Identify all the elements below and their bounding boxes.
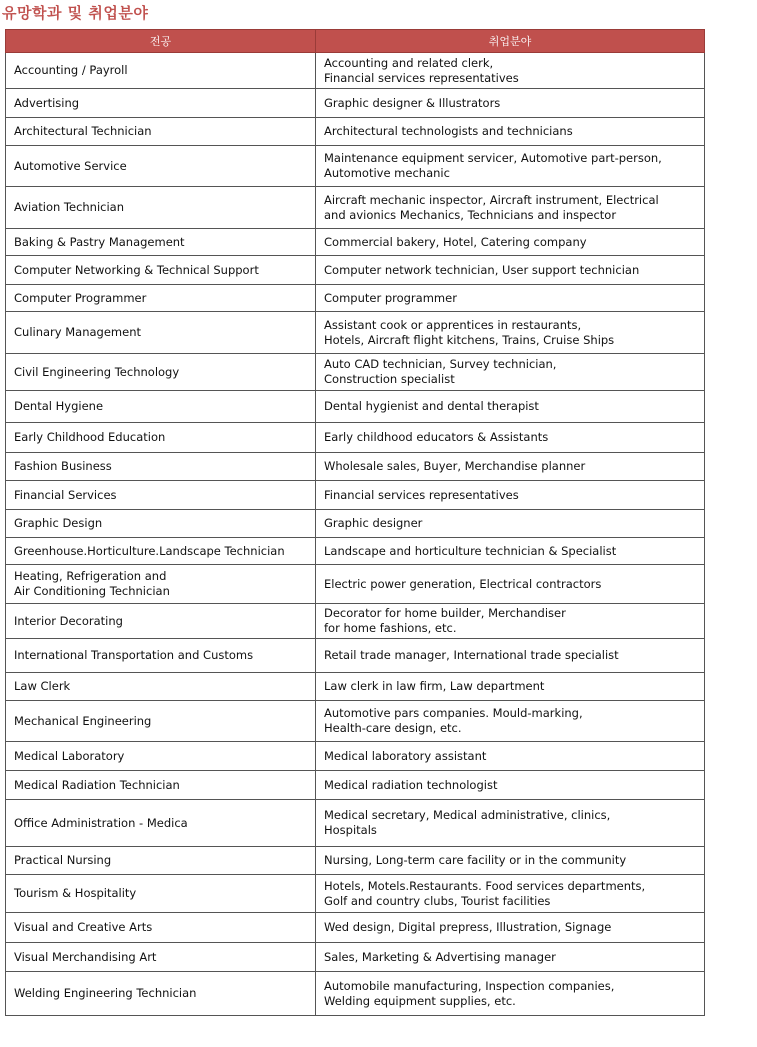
career-cell: Early childhood educators & Assistants [316, 423, 705, 453]
career-cell: Automobile manufacturing, Inspection companies, Welding equipment supplies, etc. [316, 972, 705, 1016]
career-cell: Law clerk in law firm, Law department [316, 673, 705, 701]
table-row [6, 146, 705, 187]
major-cell: Culinary Management [6, 312, 316, 354]
table-row [6, 53, 705, 89]
table-row [6, 312, 705, 354]
table-row [6, 565, 705, 604]
career-cell: Medical secretary, Medical administrative, clinics, Hospitals [316, 800, 705, 847]
major-cell: Tourism & Hospitality [6, 875, 316, 913]
major-cell: Visual and Creative Arts [6, 913, 316, 943]
table-row [6, 538, 705, 565]
career-cell: Financial services representatives [316, 481, 705, 510]
major-cell: Office Administration - Medica [6, 800, 316, 847]
table-row [6, 187, 705, 229]
major-cell: Mechanical Engineering [6, 701, 316, 742]
table-row [6, 847, 705, 875]
major-cell: Medical Radiation Technician [6, 771, 316, 800]
major-cell: Architectural Technician [6, 118, 316, 146]
table-row [6, 604, 705, 639]
major-cell: Interior Decorating [6, 604, 316, 639]
career-cell: Sales, Marketing & Advertising manager [316, 943, 705, 972]
career-cell: Automotive pars companies. Mould-marking, Health-care design, etc. [316, 701, 705, 742]
career-cell: Decorator for home builder, Merchandiser for home fashions, etc. [316, 604, 705, 639]
career-cell: Hotels, Motels.Restaurants. Food services departments, Golf and country clubs, Tourist facilities [316, 875, 705, 913]
table-row [6, 453, 705, 481]
career-cell: Accounting and related clerk, Financial services representatives [316, 53, 705, 89]
table-row [6, 285, 705, 312]
table-row [6, 972, 705, 1016]
career-cell: Landscape and horticulture technician & Specialist [316, 538, 705, 565]
table-row [6, 354, 705, 391]
career-cell: Computer programmer [316, 285, 705, 312]
career-cell: Wed design, Digital prepress, Illustration, Signage [316, 913, 705, 943]
career-cell: Graphic designer [316, 510, 705, 538]
major-cell: Aviation Technician [6, 187, 316, 229]
major-cell: Greenhouse.Horticulture.Landscape Technician [6, 538, 316, 565]
major-cell: Early Childhood Education [6, 423, 316, 453]
table-row [6, 913, 705, 943]
major-cell: Computer Programmer [6, 285, 316, 312]
career-cell: Wholesale sales, Buyer, Merchandise planner [316, 453, 705, 481]
career-cell: Graphic designer & Illustrators [316, 89, 705, 118]
career-cell: Architectural technologists and technicians [316, 118, 705, 146]
career-cell: Aircraft mechanic inspector, Aircraft instrument, Electrical and avionics Mechanics, Technicians and inspector [316, 187, 705, 229]
major-cell: Baking & Pastry Management [6, 229, 316, 256]
career-cell: Electric power generation, Electrical contractors [316, 565, 705, 604]
table-row [6, 701, 705, 742]
major-cell: Practical Nursing [6, 847, 316, 875]
major-cell: Financial Services [6, 481, 316, 510]
career-cell: Medical laboratory assistant [316, 742, 705, 771]
column-header-career: 취업분야 [316, 30, 705, 53]
table-body [6, 53, 705, 1016]
major-cell: Welding Engineering Technician [6, 972, 316, 1016]
table-row [6, 391, 705, 423]
major-cell: Automotive Service [6, 146, 316, 187]
major-cell: Advertising [6, 89, 316, 118]
career-cell: Dental hygienist and dental therapist [316, 391, 705, 423]
major-cell: International Transportation and Customs [6, 639, 316, 673]
career-cell: Retail trade manager, International trade specialist [316, 639, 705, 673]
table-header-row [6, 30, 705, 53]
major-cell: Visual Merchandising Art [6, 943, 316, 972]
table-row [6, 742, 705, 771]
table-row [6, 639, 705, 673]
career-cell: Commercial bakery, Hotel, Catering company [316, 229, 705, 256]
table-row [6, 771, 705, 800]
page-title: 유망학과 및 취업분야 [2, 4, 149, 22]
table-row [6, 673, 705, 701]
major-cell: Computer Networking & Technical Support [6, 256, 316, 285]
table-row [6, 943, 705, 972]
majors-careers-table [5, 29, 705, 1016]
career-cell: Auto CAD technician, Survey technician, Construction specialist [316, 354, 705, 391]
major-cell: Civil Engineering Technology [6, 354, 316, 391]
table-row [6, 800, 705, 847]
table-row [6, 256, 705, 285]
career-cell: Maintenance equipment servicer, Automotive part-person, Automotive mechanic [316, 146, 705, 187]
major-cell: Law Clerk [6, 673, 316, 701]
major-cell: Medical Laboratory [6, 742, 316, 771]
career-cell: Nursing, Long-term care facility or in the community [316, 847, 705, 875]
table-row [6, 481, 705, 510]
table-row [6, 229, 705, 256]
major-cell: Dental Hygiene [6, 391, 316, 423]
table-row [6, 423, 705, 453]
career-cell: Medical radiation technologist [316, 771, 705, 800]
table-row [6, 118, 705, 146]
major-cell: Accounting / Payroll [6, 53, 316, 89]
table-row [6, 89, 705, 118]
career-cell: Computer network technician, User support technician [316, 256, 705, 285]
major-cell: Graphic Design [6, 510, 316, 538]
column-header-major: 전공 [6, 30, 316, 53]
table-row [6, 510, 705, 538]
major-cell: Heating, Refrigeration and Air Conditioning Technician [6, 565, 316, 604]
career-cell: Assistant cook or apprentices in restaurants, Hotels, Aircraft flight kitchens, Trains, Cruise Ships [316, 312, 705, 354]
major-cell: Fashion Business [6, 453, 316, 481]
table-row [6, 875, 705, 913]
